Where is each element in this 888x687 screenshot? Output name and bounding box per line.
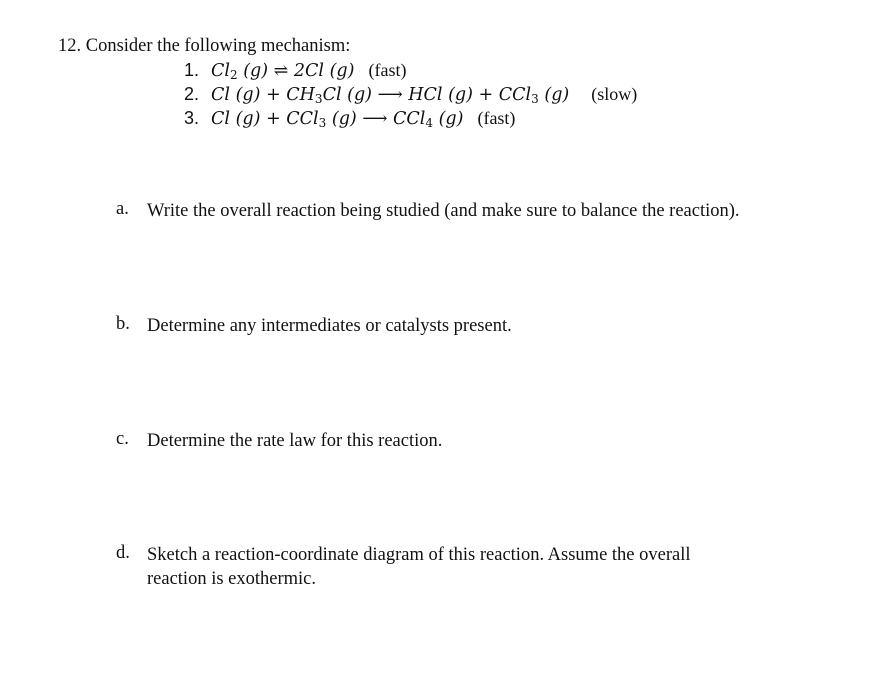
rate-label: (fast) (477, 108, 516, 128)
rate-label: (slow) (591, 84, 638, 104)
phase: (g) (329, 61, 355, 81)
phase: (g) (235, 109, 261, 129)
species: Cl (211, 109, 230, 129)
phase: (g) (235, 85, 261, 105)
rate-label: (fast) (368, 60, 407, 80)
part-letter: a. (116, 199, 129, 219)
subscript: 4 (425, 116, 434, 130)
part-text (147, 543, 691, 591)
part-b (116, 314, 512, 338)
question-title: 12. Consider the following mechanism: (58, 36, 351, 56)
subscript: 2 (230, 68, 238, 82)
step-equation (211, 85, 569, 105)
step-equation (211, 109, 463, 129)
step-number: 1. (184, 60, 200, 80)
part-text: Write the overall reaction being studied (and make sure to balance the reaction). (147, 201, 740, 221)
phase: (g) (448, 85, 473, 105)
equilibrium-arrow: ⇌ (273, 61, 289, 81)
species: CH (286, 85, 315, 105)
part-letter: d. (116, 543, 130, 563)
species: Cl (211, 85, 230, 105)
subscript: 3 (318, 116, 327, 130)
part-text: Determine any intermediates or catalysts present. (147, 316, 512, 336)
step-number: 3. (184, 108, 200, 128)
step-number: 2. (184, 84, 200, 104)
part-a (116, 199, 740, 223)
part-text: Determine the rate law for this reaction. (147, 431, 443, 451)
part-text-line: reaction is exothermic. (147, 569, 317, 589)
part-text-line: Sketch a reaction-coordinate diagram of this reaction. Assume the overall (147, 545, 691, 565)
phase: (g) (544, 85, 570, 105)
species: CCl (286, 109, 319, 129)
species: CCl (392, 109, 426, 129)
phase: (g) (438, 109, 464, 129)
species: Cl (211, 61, 230, 81)
species: 2Cl (293, 61, 325, 81)
mechanism-step-1 (184, 60, 637, 84)
mechanism-list (184, 60, 637, 132)
plus-sign: + (266, 109, 281, 129)
subscript: 3 (314, 92, 323, 106)
phase: (g) (331, 109, 357, 129)
species: CCl (498, 85, 532, 105)
part-letter: b. (116, 314, 130, 334)
phase: (g) (347, 85, 372, 105)
mechanism-step-3 (184, 108, 637, 132)
plus-sign: + (478, 85, 494, 105)
species: Cl (322, 85, 342, 105)
part-d (116, 543, 691, 591)
species: HCl (408, 85, 443, 105)
reaction-arrow: ⟶ (377, 85, 403, 105)
subscript: 3 (531, 92, 539, 106)
reaction-arrow: ⟶ (362, 109, 388, 129)
part-c (116, 429, 442, 453)
plus-sign: + (266, 85, 281, 105)
step-equation (211, 61, 354, 81)
mechanism-step-2 (184, 84, 637, 108)
part-letter: c. (116, 429, 129, 449)
phase: (g) (243, 61, 269, 81)
